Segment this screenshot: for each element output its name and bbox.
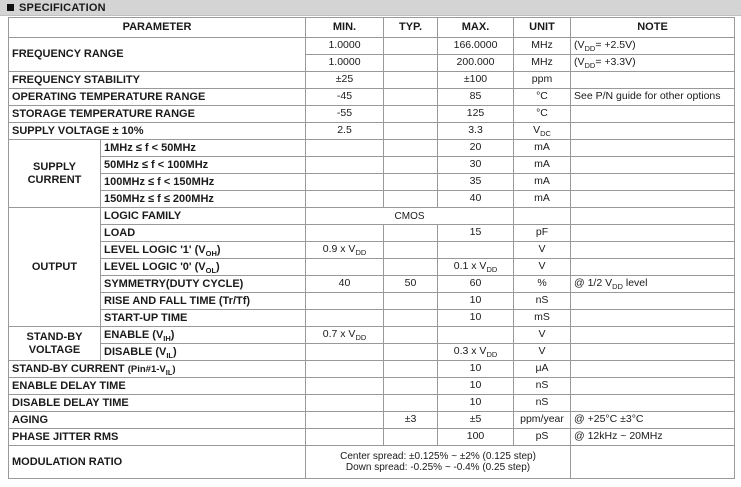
cell-val	[306, 412, 384, 429]
cell-sub: ENABLE $(V_{IH})$	[101, 327, 306, 344]
cell-param: FREQUENCY RANGE	[9, 38, 306, 72]
table-row	[9, 378, 735, 395]
cell-val: 85	[438, 89, 514, 106]
cell-unit: mA	[514, 191, 571, 208]
cell-unit: pS	[514, 429, 571, 446]
cell-note	[571, 344, 735, 361]
cell-val	[384, 157, 438, 174]
cell-note	[571, 378, 735, 395]
cell-note	[571, 157, 735, 174]
cell-val	[306, 293, 384, 310]
cell-val	[384, 123, 438, 140]
cell-val: 1.0000	[306, 38, 384, 55]
cell-val	[306, 140, 384, 157]
cell-val: ±100	[438, 72, 514, 89]
cell-val	[306, 429, 384, 446]
cell-note	[571, 395, 735, 412]
cell-val: 3.3	[438, 123, 514, 140]
cell-val: 2.5	[306, 123, 384, 140]
cell-val	[384, 191, 438, 208]
cell-val	[384, 242, 438, 259]
cell-val: -55	[306, 106, 384, 123]
cell-val	[306, 361, 384, 378]
cell-unit: MHz	[514, 38, 571, 55]
cell-val	[306, 174, 384, 191]
cell-val	[384, 259, 438, 276]
table-row	[9, 327, 735, 344]
cell-unit: nS	[514, 293, 571, 310]
cell-note	[571, 208, 735, 225]
cell-val: -45	[306, 89, 384, 106]
cell-val: 0.1 x $V_{DD}$	[438, 259, 514, 276]
column-header: TYP.	[384, 18, 438, 38]
cell-sub: 1MHz ≤ f < 50MHz	[101, 140, 306, 157]
cell-note	[571, 225, 735, 242]
cell-sub: LEVEL LOGIC '1' $(V_{OH})$	[101, 242, 306, 259]
cell-val: ±3	[384, 412, 438, 429]
cell-val	[306, 310, 384, 327]
cell-unit: V	[514, 259, 571, 276]
cell-val: 0.7 x $V_{DD}$	[306, 327, 384, 344]
column-header: NOTE	[571, 18, 735, 38]
table-row	[9, 106, 735, 123]
cell-group: STAND-BY VOLTAGE	[9, 327, 101, 361]
cell-val: 100	[438, 429, 514, 446]
cell-unit: %	[514, 276, 571, 293]
cell-sub: RISE AND FALL TIME (Tr/Tf)	[101, 293, 306, 310]
cell-unit: °C	[514, 106, 571, 123]
cell-span: Center spread: ±0.125% ~ ±2% (0.125 step) Down spread: -0.25% ~ -0.4% (0.25 step)	[306, 446, 571, 479]
cell-sub: LEVEL LOGIC '0' $(V_{OL})$	[101, 259, 306, 276]
column-header: MIN.	[306, 18, 384, 38]
table-row	[9, 191, 735, 208]
cell-val	[384, 174, 438, 191]
cell-val: 20	[438, 140, 514, 157]
cell-param: STORAGE TEMPERATURE RANGE	[9, 106, 306, 123]
cell-val: 0.3 x $V_{DD}$	[438, 344, 514, 361]
cell-val: 10	[438, 361, 514, 378]
cell-val: ±25	[306, 72, 384, 89]
cell-val: 125	[438, 106, 514, 123]
cell-note: @ 12kHz ~ 20MHz	[571, 429, 735, 446]
cell-param: FREQUENCY STABILITY	[9, 72, 306, 89]
section-header	[0, 0, 741, 16]
table-row	[9, 38, 735, 55]
cell-param: SUPPLY VOLTAGE ± 10%	[9, 123, 306, 140]
table-row	[9, 123, 735, 140]
cell-val	[384, 293, 438, 310]
cell-unit: mA	[514, 140, 571, 157]
cell-val	[306, 344, 384, 361]
table-row	[9, 276, 735, 293]
cell-unit	[514, 208, 571, 225]
cell-val: 35	[438, 174, 514, 191]
cell-val: 0.9 x $V_{DD}$	[306, 242, 384, 259]
cell-note: $(V_{DD}= +2.5V)$	[571, 38, 735, 55]
table-row	[9, 344, 735, 361]
column-header: MAX.	[438, 18, 514, 38]
cell-val: 10	[438, 293, 514, 310]
cell-val	[384, 106, 438, 123]
cell-val	[306, 191, 384, 208]
cell-unit: μA	[514, 361, 571, 378]
column-header: UNIT	[514, 18, 571, 38]
cell-unit: °C	[514, 89, 571, 106]
cell-unit: ppm	[514, 72, 571, 89]
cell-val: 40	[306, 276, 384, 293]
cell-unit: mA	[514, 157, 571, 174]
cell-val	[306, 259, 384, 276]
cell-note	[571, 361, 735, 378]
cell-note	[571, 123, 735, 140]
cell-val	[438, 327, 514, 344]
cell-val	[384, 55, 438, 72]
cell-sub: SYMMETRY(DUTY CYCLE)	[101, 276, 306, 293]
cell-sub: 150MHz ≤ f ≤ 200MHz	[101, 191, 306, 208]
cell-param: PHASE JITTER RMS	[9, 429, 306, 446]
specification-table-body	[9, 18, 735, 479]
cell-unit: V	[514, 327, 571, 344]
cell-val: 10	[438, 395, 514, 412]
cell-unit: nS	[514, 395, 571, 412]
table-row	[9, 157, 735, 174]
cell-val	[384, 327, 438, 344]
cell-val	[384, 225, 438, 242]
cell-sub: LOAD	[101, 225, 306, 242]
cell-val: 60	[438, 276, 514, 293]
cell-val	[384, 344, 438, 361]
cell-val: 10	[438, 310, 514, 327]
table-header-row	[9, 18, 735, 38]
cell-note	[571, 446, 735, 479]
table-row	[9, 140, 735, 157]
cell-val	[384, 395, 438, 412]
cell-note: @ +25°C ±3°C	[571, 412, 735, 429]
cell-val	[384, 378, 438, 395]
cell-val: 10	[438, 378, 514, 395]
cell-val	[384, 140, 438, 157]
cell-param: AGING	[9, 412, 306, 429]
cell-val: 200.000	[438, 55, 514, 72]
cell-unit: V	[514, 242, 571, 259]
table-row	[9, 225, 735, 242]
cell-unit: pF	[514, 225, 571, 242]
cell-val: 1.0000	[306, 55, 384, 72]
cell-unit: nS	[514, 378, 571, 395]
cell-val: 30	[438, 157, 514, 174]
cell-val: 50	[384, 276, 438, 293]
cell-note: See P/N guide for other options	[571, 89, 735, 106]
cell-unit: ppm/year	[514, 412, 571, 429]
cell-group: OUTPUT	[9, 208, 101, 327]
cell-val: 15	[438, 225, 514, 242]
cell-note	[571, 174, 735, 191]
cell-val	[384, 89, 438, 106]
cell-note	[571, 327, 735, 344]
cell-param: ENABLE DELAY TIME	[9, 378, 306, 395]
cell-param: MODULATION RATIO	[9, 446, 306, 479]
cell-note	[571, 242, 735, 259]
cell-note	[571, 140, 735, 157]
cell-val	[384, 429, 438, 446]
cell-span: CMOS	[306, 208, 514, 225]
specification-table	[8, 17, 735, 479]
cell-sub: LOGIC FAMILY	[101, 208, 306, 225]
cell-note	[571, 191, 735, 208]
table-row	[9, 429, 735, 446]
cell-val	[384, 38, 438, 55]
cell-val	[306, 225, 384, 242]
table-row	[9, 89, 735, 106]
table-row	[9, 395, 735, 412]
cell-note: @ 1/2 $V_{DD}$ level	[571, 276, 735, 293]
cell-val	[384, 361, 438, 378]
table-row	[9, 72, 735, 89]
cell-val: ±5	[438, 412, 514, 429]
cell-note	[571, 293, 735, 310]
column-header: PARAMETER	[9, 18, 306, 38]
cell-unit: mA	[514, 174, 571, 191]
cell-unit: mS	[514, 310, 571, 327]
cell-unit: MHz	[514, 55, 571, 72]
cell-note: $(V_{DD}= +3.3V)$	[571, 55, 735, 72]
cell-val	[384, 310, 438, 327]
cell-note	[571, 310, 735, 327]
table-row	[9, 242, 735, 259]
section-title: SPECIFICATION	[19, 1, 106, 14]
cell-val	[306, 378, 384, 395]
cell-val	[438, 242, 514, 259]
table-row	[9, 412, 735, 429]
table-row	[9, 361, 735, 378]
cell-param: STAND-BY CURRENT $(Pin\#1-V_{IL})$	[9, 361, 306, 378]
table-row	[9, 174, 735, 191]
table-row	[9, 446, 735, 479]
cell-val	[306, 157, 384, 174]
cell-val: 166.0000	[438, 38, 514, 55]
cell-param: OPERATING TEMPERATURE RANGE	[9, 89, 306, 106]
cell-sub: DISABLE $(V_{IL})$	[101, 344, 306, 361]
table-row	[9, 310, 735, 327]
cell-note	[571, 259, 735, 276]
cell-sub: 50MHz ≤ f < 100MHz	[101, 157, 306, 174]
cell-sub: 100MHz ≤ f < 150MHz	[101, 174, 306, 191]
table-row	[9, 208, 735, 225]
cell-unit: $V_{DC}$	[514, 123, 571, 140]
cell-val: 40	[438, 191, 514, 208]
table-row	[9, 259, 735, 276]
cell-note	[571, 72, 735, 89]
cell-unit: V	[514, 344, 571, 361]
cell-param: DISABLE DELAY TIME	[9, 395, 306, 412]
cell-sub: START-UP TIME	[101, 310, 306, 327]
table-row	[9, 293, 735, 310]
cell-note	[571, 106, 735, 123]
section-bullet-icon	[7, 4, 14, 11]
cell-val	[384, 72, 438, 89]
cell-val	[306, 395, 384, 412]
cell-group: SUPPLY CURRENT	[9, 140, 101, 208]
